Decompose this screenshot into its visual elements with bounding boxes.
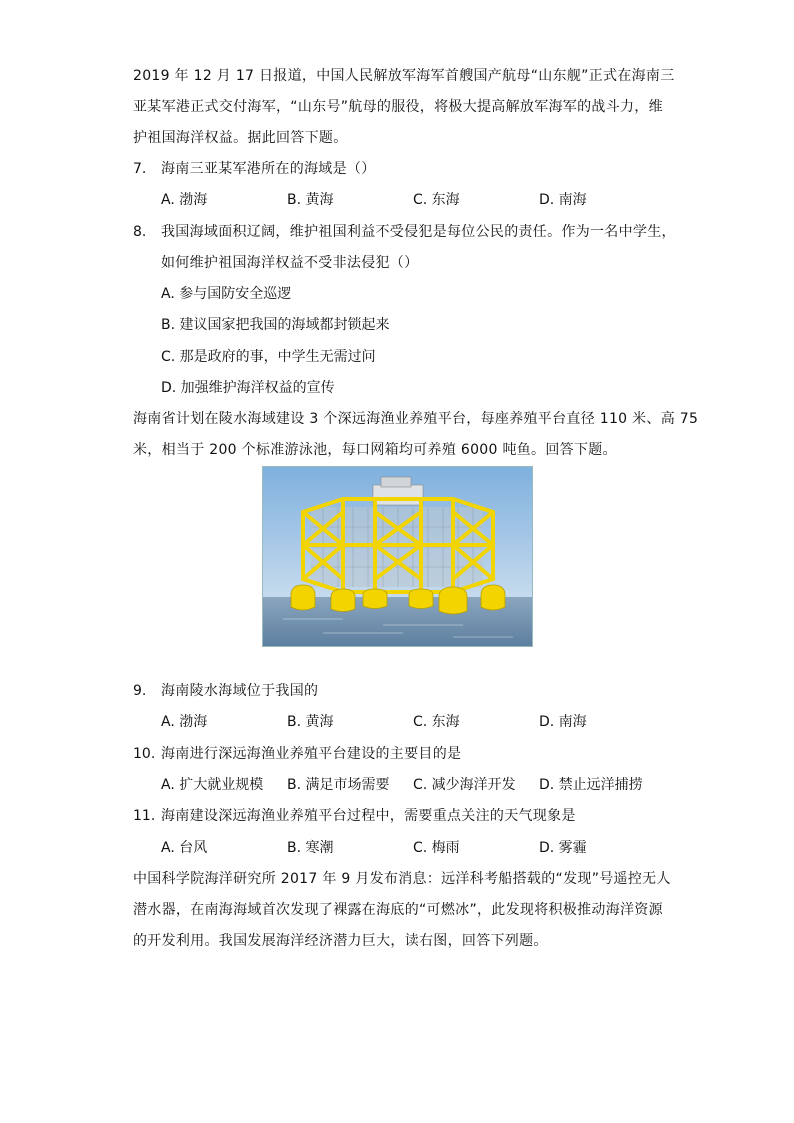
intro2-line2: 米，相当于 200 个标准游泳池，每口网箱均可养殖 6000 吨鱼。回答下题。 bbox=[133, 442, 617, 458]
q11-option-d[interactable]: D. 雾霾 bbox=[539, 840, 587, 856]
q11-option-b[interactable]: B. 寒潮 bbox=[287, 840, 334, 856]
q10-option-c[interactable]: C. 减少海洋开发 bbox=[413, 777, 516, 793]
q9-text: 海南陵水海域位于我国的 bbox=[161, 683, 319, 699]
q7-text: 海南三亚某军港所在的海域是（） bbox=[161, 161, 376, 177]
q11-option-a[interactable]: A. 台风 bbox=[161, 840, 208, 856]
q11-number: 11. bbox=[133, 808, 156, 824]
q8-option-b[interactable]: B. 建议国家把我国的海域都封锁起来 bbox=[161, 317, 390, 333]
intro1-line1: 2019 年 12 月 17 日报道，中国人民解放军海军首艘国产航母“山东舰”正式在海南三 bbox=[133, 68, 675, 84]
platform-illustration bbox=[263, 467, 532, 646]
intro3-line2: 潜水器，在南海海域首次发现了裸露在海底的“可燃冰”，此发现将积极推动海洋资源 bbox=[133, 902, 663, 918]
q10-option-b[interactable]: B. 满足市场需要 bbox=[287, 777, 390, 793]
q10-option-a[interactable]: A. 扩大就业规模 bbox=[161, 777, 264, 793]
q7-option-c[interactable]: C. 东海 bbox=[413, 192, 460, 208]
intro1-line3: 护祖国海洋权益。据此回答下题。 bbox=[133, 130, 348, 146]
q8-option-a[interactable]: A. 参与国防安全巡逻 bbox=[161, 286, 292, 302]
q8-text-line2: 如何维护祖国海洋权益不受非法侵犯（） bbox=[161, 255, 419, 271]
q9-number: 9. bbox=[133, 683, 147, 699]
q10-option-d[interactable]: D. 禁止远洋捕捞 bbox=[539, 777, 643, 793]
q9-option-a[interactable]: A. 渤海 bbox=[161, 714, 208, 730]
q7-option-a[interactable]: A. 渤海 bbox=[161, 192, 208, 208]
q9-option-b[interactable]: B. 黄海 bbox=[287, 714, 334, 730]
q9-option-c[interactable]: C. 东海 bbox=[413, 714, 460, 730]
q9-option-d[interactable]: D. 南海 bbox=[539, 714, 587, 730]
intro2-line1: 海南省计划在陵水海域建设 3 个深远海渔业养殖平台，每座养殖平台直径 110 米、高 75 bbox=[133, 411, 699, 427]
q10-number: 10. bbox=[133, 746, 156, 762]
q8-option-c[interactable]: C. 那是政府的事，中学生无需过问 bbox=[161, 349, 376, 365]
intro1-line2: 亚某军港正式交付海军，“山东号”航母的服役，将极大提高解放军海军的战斗力，维 bbox=[133, 99, 663, 115]
aquaculture-platform-photo bbox=[262, 466, 533, 647]
intro3-line1: 中国科学院海洋研究所 2017 年 9 月发布消息：远洋科考船搭载的“发现”号遥控无人 bbox=[133, 871, 671, 887]
intro3-line3: 的开发利用。我国发展海洋经济潜力巨大，读右图，回答下列题。 bbox=[133, 933, 548, 949]
q11-text: 海南建设深远海渔业养殖平台过程中，需要重点关注的天气现象是 bbox=[161, 808, 576, 824]
q7-option-d[interactable]: D. 南海 bbox=[539, 192, 587, 208]
q8-text-line1: 我国海域面积辽阔，维护祖国利益不受侵犯是每位公民的责任。作为一名中学生， bbox=[161, 224, 676, 240]
q11-option-c[interactable]: C. 梅雨 bbox=[413, 840, 460, 856]
q10-text: 海南进行深远海渔业养殖平台建设的主要目的是 bbox=[161, 746, 462, 762]
q7-option-b[interactable]: B. 黄海 bbox=[287, 192, 334, 208]
q7-number: 7. bbox=[133, 161, 147, 177]
q8-number: 8. bbox=[133, 224, 147, 240]
q8-option-d[interactable]: D. 加强维护海洋权益的宣传 bbox=[161, 380, 335, 396]
